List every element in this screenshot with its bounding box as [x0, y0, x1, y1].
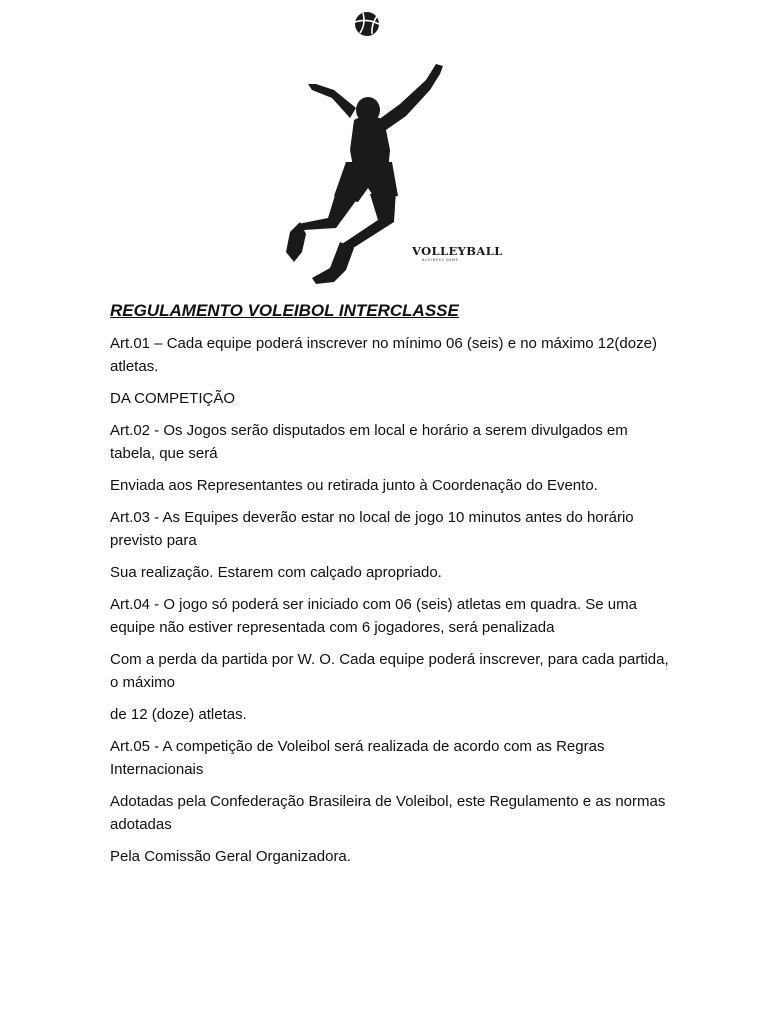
paragraph-art05-cont: Adotadas pela Confederação Brasileira de Voleibol, este Regulamento e as normas adotadas [110, 793, 666, 833]
section-heading-competicao: DA COMPETIÇÃO [110, 390, 236, 407]
paragraph-art04-end: de 12 (doze) atletas. [110, 706, 247, 723]
volleyball-logo [250, 0, 530, 300]
paragraph-art01: Art.01 – Cada equipe poderá inscrever no mínimo 06 (seis) e no máximo 12(doze) atletas. [110, 335, 657, 375]
document-body [110, 300, 670, 877]
logo-brand-text: VOLLEYBALL [412, 244, 503, 258]
paragraph-art02: Art.02 - Os Jogos serão disputados em local e horário a serem divulgados em tabela, que será [110, 422, 628, 462]
paragraph-art04: Art.04 - O jogo só poderá ser iniciado com 06 (seis) atletas em quadra. Se uma equipe não estiver representada com 6 jogadores, será penalizada [110, 596, 637, 636]
paragraph-art05: Art.05 - A competição de Voleibol será realizada de acordo com as Regras Internacionais [110, 738, 605, 778]
paragraph-art03: Art.03 - As Equipes deverão estar no local de jogo 10 minutos antes do horário previsto para [110, 509, 634, 549]
logo-sub-text: BUSINESS NAME [422, 258, 459, 262]
volleyball-icon [355, 12, 379, 36]
paragraph-art04-cont: Com a perda da partida por W. O. Cada equipe poderá inscrever, para cada partida, o máximo [110, 651, 669, 691]
paragraph-art02-cont: Enviada aos Representantes ou retirada junto à Coordenação do Evento. [110, 477, 598, 494]
document-title: REGULAMENTO VOLEIBOL INTERCLASSE [110, 301, 459, 320]
paragraph-art03-cont: Sua realização. Estarem com calçado apropriado. [110, 564, 442, 581]
paragraph-art05-end: Pela Comissão Geral Organizadora. [110, 848, 351, 865]
